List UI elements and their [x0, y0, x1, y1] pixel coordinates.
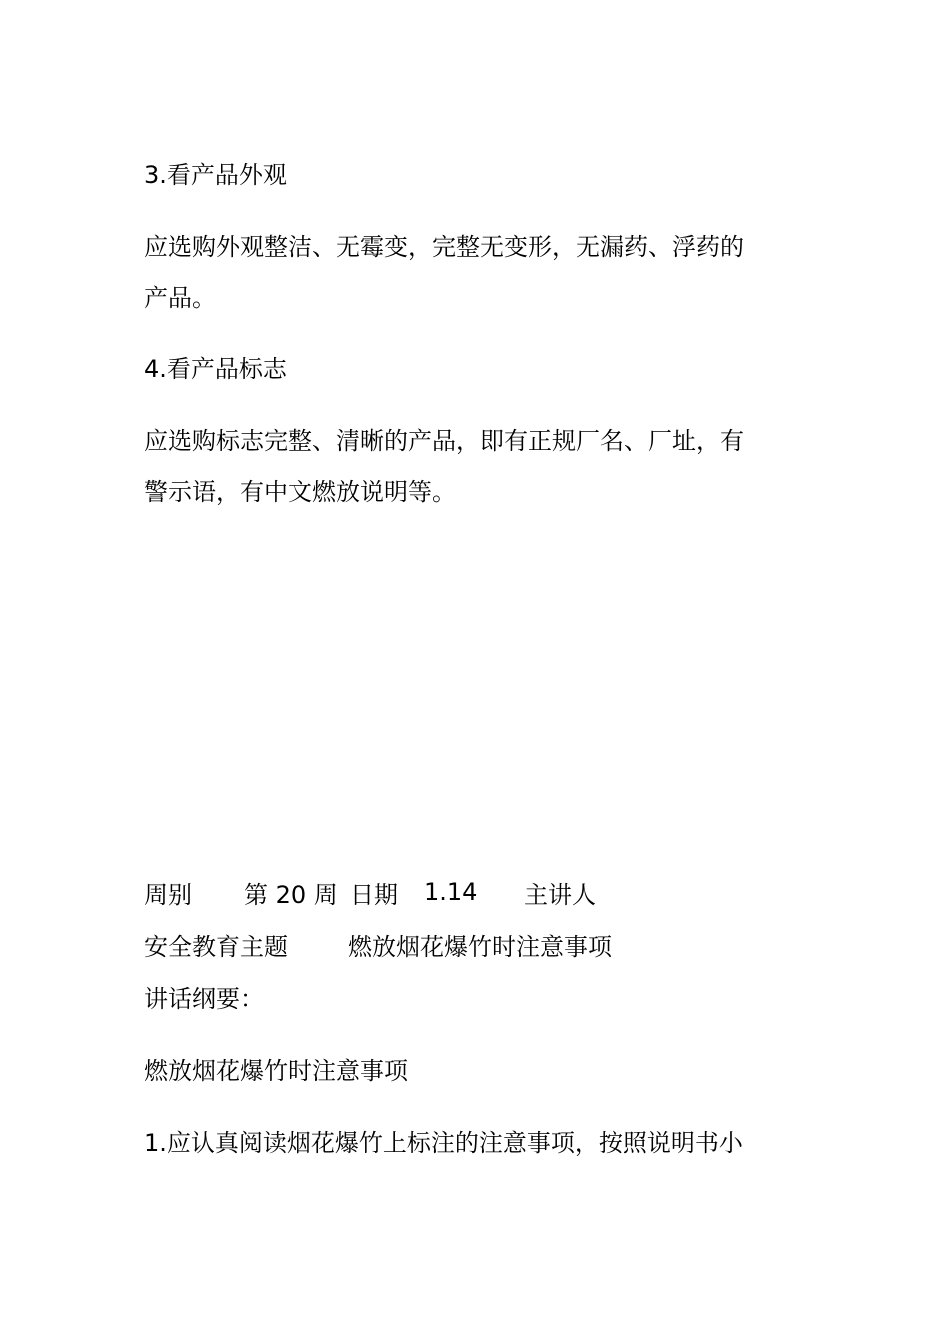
- date-value: 1.14: [424, 878, 478, 906]
- week-label: 周别: [144, 881, 192, 909]
- section-3-heading: 3.看产品外观: [144, 161, 287, 189]
- section-4-heading: 4.看产品标志: [144, 355, 287, 383]
- topic-value: 燃放烟花爆竹时注意事项: [348, 933, 612, 961]
- outline-title: 燃放烟花爆竹时注意事项: [144, 1057, 408, 1085]
- week-value: 第 20 周: [244, 881, 338, 909]
- date-label: 日期: [350, 881, 398, 909]
- section-3-body-line-2: 产品。: [144, 284, 216, 312]
- section-4-body-line-2: 警示语，有中文燃放说明等。: [144, 478, 456, 506]
- outline-item-1-line-1: 1.应认真阅读烟花爆竹上标注的注意事项，按照说明书小: [144, 1129, 743, 1157]
- section-4-body-line-1: 应选购标志完整、清晰的产品，即有正规厂名、厂址，有: [144, 427, 744, 455]
- speaker-label: 主讲人: [524, 881, 596, 909]
- section-3-body-line-1: 应选购外观整洁、无霉变，完整无变形，无漏药、浮药的: [144, 233, 744, 261]
- outline-label: 讲话纲要：: [144, 985, 264, 1013]
- topic-label: 安全教育主题: [144, 933, 288, 961]
